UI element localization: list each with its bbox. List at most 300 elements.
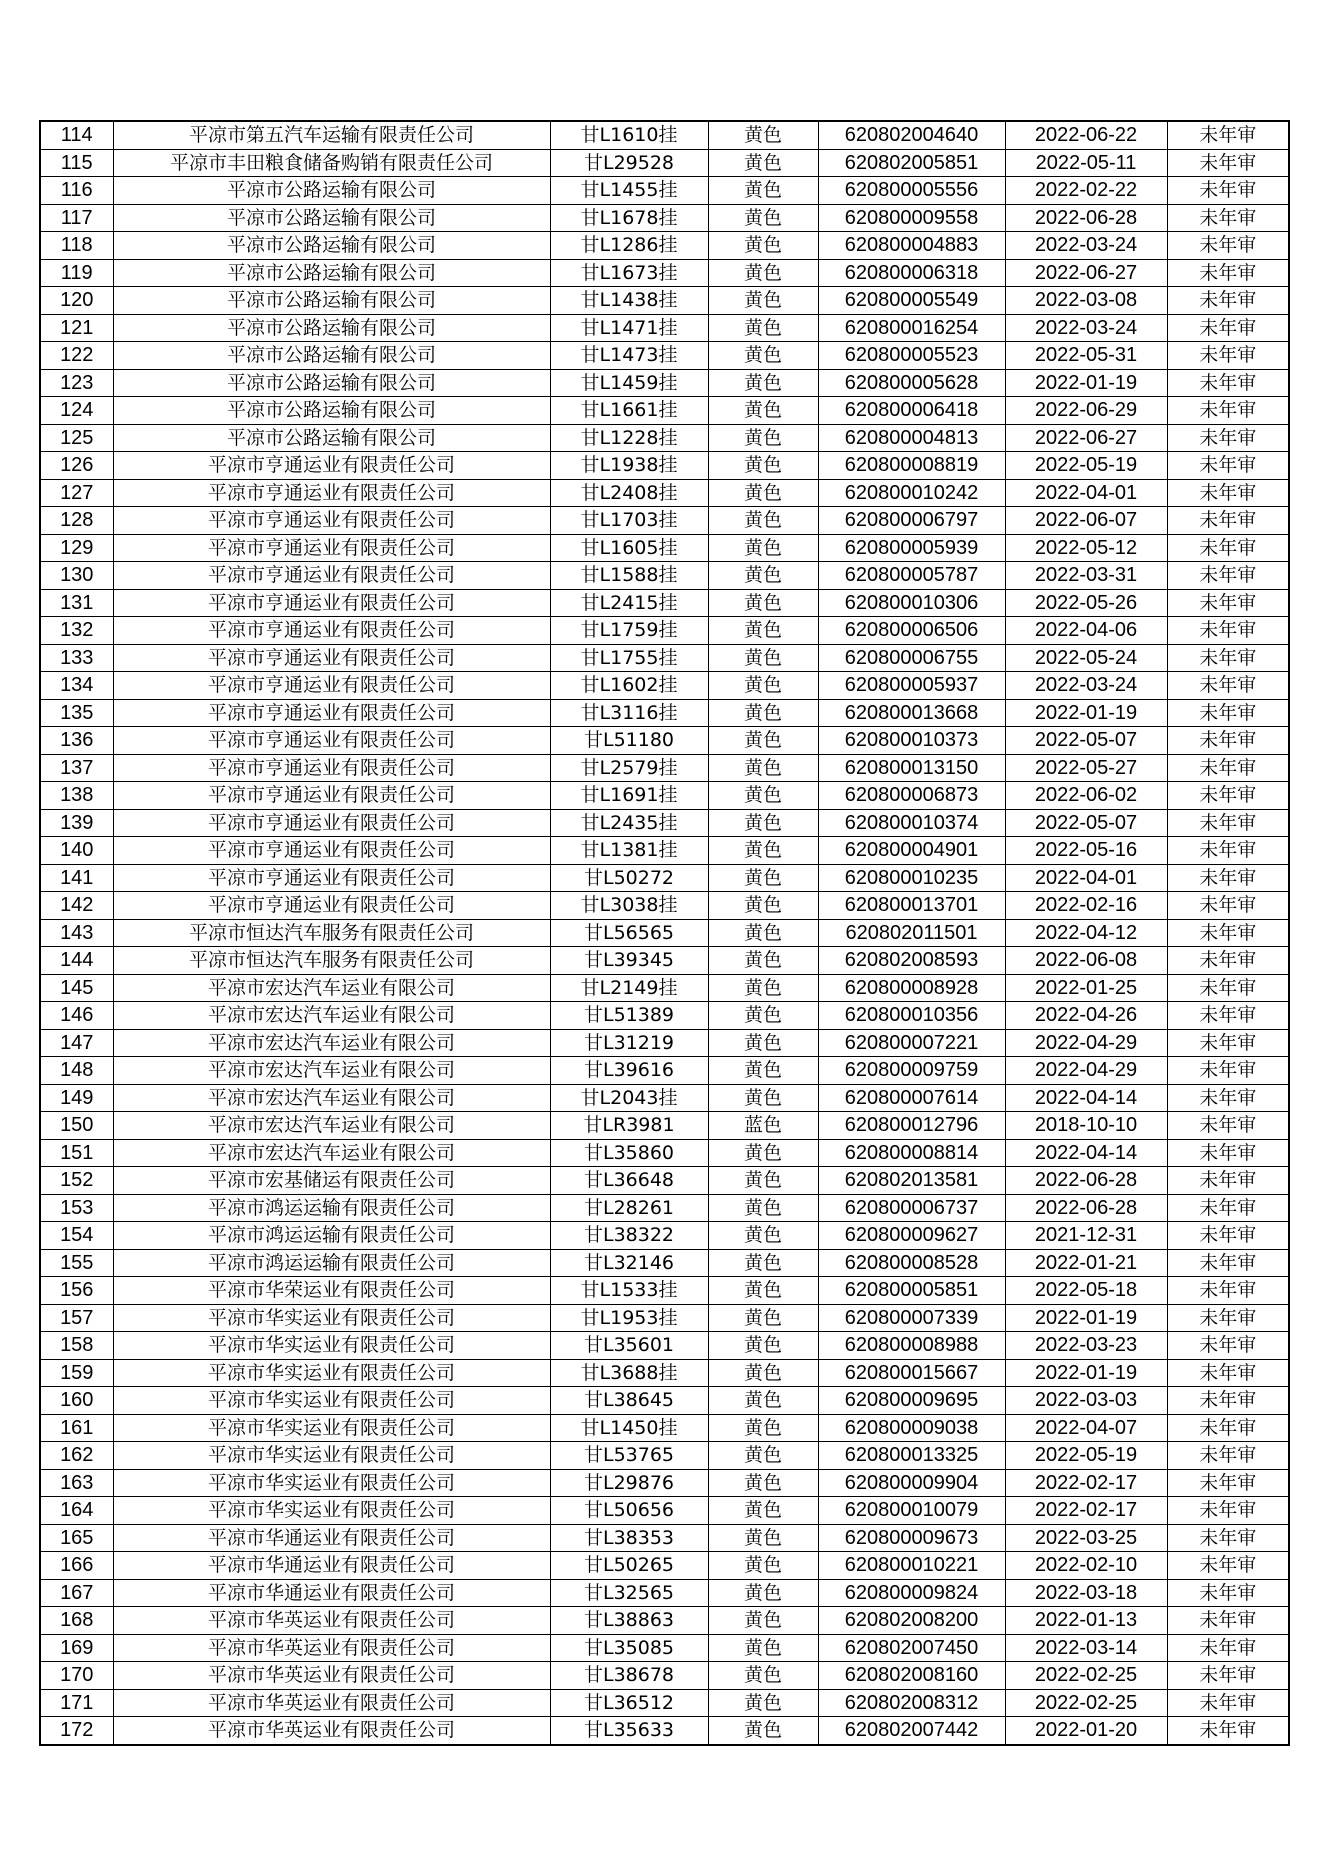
vehicle-id-cell: 620800009904 <box>818 1469 1005 1497</box>
vehicle-id-cell: 620802005851 <box>818 149 1005 177</box>
company-name-cell: 平凉市亨通运业有限责任公司 <box>113 809 550 837</box>
date-cell: 2022-06-22 <box>1005 121 1167 149</box>
table-row <box>40 837 1289 865</box>
plate-color-cell: 黄色 <box>708 149 818 177</box>
date-cell: 2022-06-27 <box>1005 259 1167 287</box>
date-cell: 2022-03-24 <box>1005 314 1167 342</box>
company-name-cell: 平凉市华英运业有限责任公司 <box>113 1689 550 1717</box>
plate-color-cell: 黄色 <box>708 1359 818 1387</box>
vehicle-id-cell: 620800013701 <box>818 892 1005 920</box>
plate-color-cell: 黄色 <box>708 809 818 837</box>
row-index-cell: 142 <box>40 892 113 920</box>
company-name-cell: 平凉市丰田粮食储备购销有限责任公司 <box>113 149 550 177</box>
company-name-cell: 平凉市亨通运业有限责任公司 <box>113 589 550 617</box>
table-row <box>40 782 1289 810</box>
audit-status-cell: 未年审 <box>1167 1112 1289 1140</box>
table-row <box>40 809 1289 837</box>
row-index-cell: 126 <box>40 452 113 480</box>
date-cell: 2022-01-19 <box>1005 369 1167 397</box>
audit-status-cell: 未年审 <box>1167 259 1289 287</box>
plate-number-cell: 甘L1455挂 <box>550 177 708 205</box>
plate-number-cell: 甘L1953挂 <box>550 1304 708 1332</box>
row-index-cell: 130 <box>40 562 113 590</box>
plate-number-cell: 甘L38322 <box>550 1222 708 1250</box>
company-name-cell: 平凉市亨通运业有限责任公司 <box>113 754 550 782</box>
row-index-cell: 136 <box>40 727 113 755</box>
table-row <box>40 1304 1289 1332</box>
plate-number-cell: 甘L35860 <box>550 1139 708 1167</box>
plate-color-cell: 黄色 <box>708 1524 818 1552</box>
table-row <box>40 1607 1289 1635</box>
audit-status-cell: 未年审 <box>1167 1139 1289 1167</box>
date-cell: 2022-03-24 <box>1005 232 1167 260</box>
vehicle-id-cell: 620800004901 <box>818 837 1005 865</box>
plate-number-cell: 甘L1459挂 <box>550 369 708 397</box>
date-cell: 2022-05-11 <box>1005 149 1167 177</box>
date-cell: 2022-04-29 <box>1005 1057 1167 1085</box>
plate-number-cell: 甘L31219 <box>550 1029 708 1057</box>
plate-color-cell: 黄色 <box>708 1387 818 1415</box>
company-name-cell: 平凉市鸿运运输有限责任公司 <box>113 1249 550 1277</box>
plate-color-cell: 黄色 <box>708 1717 818 1745</box>
row-index-cell: 115 <box>40 149 113 177</box>
date-cell: 2022-04-14 <box>1005 1139 1167 1167</box>
audit-status-cell: 未年审 <box>1167 1359 1289 1387</box>
plate-number-cell: 甘L35601 <box>550 1332 708 1360</box>
plate-color-cell: 黄色 <box>708 1332 818 1360</box>
date-cell: 2022-06-28 <box>1005 1194 1167 1222</box>
company-name-cell: 平凉市亨通运业有限责任公司 <box>113 644 550 672</box>
vehicle-id-cell: 620800009038 <box>818 1414 1005 1442</box>
vehicle-id-cell: 620802011501 <box>818 919 1005 947</box>
plate-number-cell: 甘L1381挂 <box>550 837 708 865</box>
company-name-cell: 平凉市亨通运业有限责任公司 <box>113 534 550 562</box>
plate-number-cell: 甘L1755挂 <box>550 644 708 672</box>
vehicle-id-cell: 620800005937 <box>818 672 1005 700</box>
table-row <box>40 479 1289 507</box>
row-index-cell: 146 <box>40 1002 113 1030</box>
date-cell: 2022-03-18 <box>1005 1579 1167 1607</box>
row-index-cell: 127 <box>40 479 113 507</box>
plate-number-cell: 甘L51180 <box>550 727 708 755</box>
row-index-cell: 167 <box>40 1579 113 1607</box>
vehicle-id-cell: 620802008593 <box>818 947 1005 975</box>
audit-status-cell: 未年审 <box>1167 1249 1289 1277</box>
audit-status-cell: 未年审 <box>1167 864 1289 892</box>
table-row <box>40 1222 1289 1250</box>
company-name-cell: 平凉市公路运输有限公司 <box>113 369 550 397</box>
company-name-cell: 平凉市华实运业有限责任公司 <box>113 1359 550 1387</box>
vehicle-id-cell: 620800006755 <box>818 644 1005 672</box>
company-name-cell: 平凉市宏达汽车运业有限公司 <box>113 974 550 1002</box>
table-row <box>40 1112 1289 1140</box>
date-cell: 2022-02-17 <box>1005 1497 1167 1525</box>
plate-color-cell: 黄色 <box>708 1057 818 1085</box>
row-index-cell: 168 <box>40 1607 113 1635</box>
plate-number-cell: 甘L1286挂 <box>550 232 708 260</box>
vehicle-id-cell: 620800010235 <box>818 864 1005 892</box>
company-name-cell: 平凉市亨通运业有限责任公司 <box>113 562 550 590</box>
plate-color-cell: 黄色 <box>708 232 818 260</box>
table-row <box>40 589 1289 617</box>
vehicle-id-cell: 620800009673 <box>818 1524 1005 1552</box>
audit-status-cell: 未年审 <box>1167 507 1289 535</box>
row-index-cell: 116 <box>40 177 113 205</box>
date-cell: 2022-06-02 <box>1005 782 1167 810</box>
company-name-cell: 平凉市公路运输有限公司 <box>113 259 550 287</box>
row-index-cell: 169 <box>40 1634 113 1662</box>
plate-color-cell: 黄色 <box>708 919 818 947</box>
table-row <box>40 424 1289 452</box>
vehicle-id-cell: 620800006873 <box>818 782 1005 810</box>
plate-number-cell: 甘L36512 <box>550 1689 708 1717</box>
date-cell: 2022-05-19 <box>1005 1442 1167 1470</box>
plate-number-cell: 甘L3116挂 <box>550 699 708 727</box>
table-row <box>40 672 1289 700</box>
vehicle-id-cell: 620800013150 <box>818 754 1005 782</box>
date-cell: 2022-02-16 <box>1005 892 1167 920</box>
row-index-cell: 122 <box>40 342 113 370</box>
plate-number-cell: 甘L2435挂 <box>550 809 708 837</box>
date-cell: 2022-03-08 <box>1005 287 1167 315</box>
row-index-cell: 149 <box>40 1084 113 1112</box>
vehicle-id-cell: 620800013668 <box>818 699 1005 727</box>
vehicle-id-cell: 620800009558 <box>818 204 1005 232</box>
row-index-cell: 153 <box>40 1194 113 1222</box>
plate-number-cell: 甘L1691挂 <box>550 782 708 810</box>
plate-number-cell: 甘L1938挂 <box>550 452 708 480</box>
vehicle-id-cell: 620800006737 <box>818 1194 1005 1222</box>
plate-color-cell: 黄色 <box>708 864 818 892</box>
company-name-cell: 平凉市公路运输有限公司 <box>113 204 550 232</box>
plate-number-cell: 甘L2415挂 <box>550 589 708 617</box>
row-index-cell: 163 <box>40 1469 113 1497</box>
plate-number-cell: 甘L50656 <box>550 1497 708 1525</box>
audit-status-cell: 未年审 <box>1167 892 1289 920</box>
plate-number-cell: 甘L32146 <box>550 1249 708 1277</box>
plate-number-cell: 甘L1438挂 <box>550 287 708 315</box>
plate-number-cell: 甘L50265 <box>550 1552 708 1580</box>
table-row <box>40 1689 1289 1717</box>
plate-number-cell: 甘L1602挂 <box>550 672 708 700</box>
vehicle-id-cell: 620800010374 <box>818 809 1005 837</box>
audit-status-cell: 未年审 <box>1167 1084 1289 1112</box>
date-cell: 2022-01-19 <box>1005 1359 1167 1387</box>
plate-color-cell: 黄色 <box>708 1607 818 1635</box>
audit-status-cell: 未年审 <box>1167 1332 1289 1360</box>
row-index-cell: 147 <box>40 1029 113 1057</box>
plate-color-cell: 黄色 <box>708 1249 818 1277</box>
plate-number-cell: 甘L1605挂 <box>550 534 708 562</box>
table-row <box>40 177 1289 205</box>
date-cell: 2022-03-31 <box>1005 562 1167 590</box>
plate-color-cell: 黄色 <box>708 617 818 645</box>
row-index-cell: 141 <box>40 864 113 892</box>
plate-number-cell: 甘L39616 <box>550 1057 708 1085</box>
audit-status-cell: 未年审 <box>1167 1304 1289 1332</box>
plate-number-cell: 甘L1759挂 <box>550 617 708 645</box>
row-index-cell: 138 <box>40 782 113 810</box>
table-row <box>40 121 1289 149</box>
date-cell: 2022-03-24 <box>1005 672 1167 700</box>
company-name-cell: 平凉市华实运业有限责任公司 <box>113 1442 550 1470</box>
table-row <box>40 1717 1289 1745</box>
table-row <box>40 1277 1289 1305</box>
row-index-cell: 143 <box>40 919 113 947</box>
company-name-cell: 平凉市宏达汽车运业有限公司 <box>113 1084 550 1112</box>
row-index-cell: 119 <box>40 259 113 287</box>
vehicle-id-cell: 620802007442 <box>818 1717 1005 1745</box>
company-name-cell: 平凉市公路运输有限公司 <box>113 232 550 260</box>
vehicle-id-cell: 620800009627 <box>818 1222 1005 1250</box>
vehicle-id-cell: 620802007450 <box>818 1634 1005 1662</box>
plate-color-cell: 黄色 <box>708 1084 818 1112</box>
date-cell: 2022-04-29 <box>1005 1029 1167 1057</box>
table-row <box>40 1167 1289 1195</box>
company-name-cell: 平凉市华实运业有限责任公司 <box>113 1387 550 1415</box>
company-name-cell: 平凉市华英运业有限责任公司 <box>113 1717 550 1745</box>
plate-number-cell: 甘L1473挂 <box>550 342 708 370</box>
date-cell: 2022-05-27 <box>1005 754 1167 782</box>
row-index-cell: 137 <box>40 754 113 782</box>
plate-number-cell: 甘L51389 <box>550 1002 708 1030</box>
plate-number-cell: 甘LR3981 <box>550 1112 708 1140</box>
date-cell: 2022-05-18 <box>1005 1277 1167 1305</box>
audit-status-cell: 未年审 <box>1167 452 1289 480</box>
plate-color-cell: 黄色 <box>708 121 818 149</box>
plate-color-cell: 黄色 <box>708 397 818 425</box>
table-row <box>40 562 1289 590</box>
table-row <box>40 507 1289 535</box>
row-index-cell: 129 <box>40 534 113 562</box>
audit-status-cell: 未年审 <box>1167 1552 1289 1580</box>
date-cell: 2022-03-25 <box>1005 1524 1167 1552</box>
company-name-cell: 平凉市华通运业有限责任公司 <box>113 1524 550 1552</box>
table-row <box>40 1002 1289 1030</box>
plate-number-cell: 甘L38678 <box>550 1662 708 1690</box>
vehicle-id-cell: 620800007339 <box>818 1304 1005 1332</box>
plate-color-cell: 黄色 <box>708 424 818 452</box>
vehicle-id-cell: 620800005851 <box>818 1277 1005 1305</box>
plate-color-cell: 黄色 <box>708 562 818 590</box>
plate-color-cell: 黄色 <box>708 1304 818 1332</box>
audit-status-cell: 未年审 <box>1167 534 1289 562</box>
plate-number-cell: 甘L2579挂 <box>550 754 708 782</box>
date-cell: 2022-04-06 <box>1005 617 1167 645</box>
vehicle-id-cell: 620800010306 <box>818 589 1005 617</box>
table-row <box>40 644 1289 672</box>
vehicle-id-cell: 620802013581 <box>818 1167 1005 1195</box>
plate-number-cell: 甘L35633 <box>550 1717 708 1745</box>
date-cell: 2022-05-07 <box>1005 809 1167 837</box>
row-index-cell: 134 <box>40 672 113 700</box>
row-index-cell: 171 <box>40 1689 113 1717</box>
plate-color-cell: 黄色 <box>708 452 818 480</box>
date-cell: 2022-06-28 <box>1005 204 1167 232</box>
row-index-cell: 123 <box>40 369 113 397</box>
row-index-cell: 159 <box>40 1359 113 1387</box>
row-index-cell: 124 <box>40 397 113 425</box>
plate-number-cell: 甘L2149挂 <box>550 974 708 1002</box>
plate-color-cell: 黄色 <box>708 1689 818 1717</box>
plate-number-cell: 甘L1703挂 <box>550 507 708 535</box>
table-row <box>40 232 1289 260</box>
vehicle-id-cell: 620800005549 <box>818 287 1005 315</box>
row-index-cell: 155 <box>40 1249 113 1277</box>
table-row <box>40 974 1289 1002</box>
plate-number-cell: 甘L1450挂 <box>550 1414 708 1442</box>
company-name-cell: 平凉市亨通运业有限责任公司 <box>113 864 550 892</box>
audit-status-cell: 未年审 <box>1167 1469 1289 1497</box>
date-cell: 2022-05-24 <box>1005 644 1167 672</box>
audit-status-cell: 未年审 <box>1167 1167 1289 1195</box>
date-cell: 2022-05-31 <box>1005 342 1167 370</box>
vehicle-id-cell: 620800005523 <box>818 342 1005 370</box>
company-name-cell: 平凉市公路运输有限公司 <box>113 177 550 205</box>
audit-status-cell: 未年审 <box>1167 149 1289 177</box>
vehicle-id-cell: 620802008200 <box>818 1607 1005 1635</box>
table-row <box>40 1414 1289 1442</box>
audit-status-cell: 未年审 <box>1167 1717 1289 1745</box>
company-name-cell: 平凉市宏达汽车运业有限公司 <box>113 1057 550 1085</box>
date-cell: 2022-05-26 <box>1005 589 1167 617</box>
company-name-cell: 平凉市公路运输有限公司 <box>113 314 550 342</box>
plate-color-cell: 黄色 <box>708 204 818 232</box>
table-row <box>40 919 1289 947</box>
row-index-cell: 164 <box>40 1497 113 1525</box>
row-index-cell: 114 <box>40 121 113 149</box>
company-name-cell: 平凉市宏达汽车运业有限公司 <box>113 1139 550 1167</box>
table-row <box>40 1057 1289 1085</box>
company-name-cell: 平凉市宏达汽车运业有限公司 <box>113 1112 550 1140</box>
audit-status-cell: 未年审 <box>1167 1057 1289 1085</box>
row-index-cell: 117 <box>40 204 113 232</box>
plate-color-cell: 黄色 <box>708 1469 818 1497</box>
vehicle-id-cell: 620800004813 <box>818 424 1005 452</box>
row-index-cell: 158 <box>40 1332 113 1360</box>
plate-color-cell: 黄色 <box>708 699 818 727</box>
audit-status-cell: 未年审 <box>1167 837 1289 865</box>
table-row <box>40 947 1289 975</box>
row-index-cell: 132 <box>40 617 113 645</box>
audit-status-cell: 未年审 <box>1167 1607 1289 1635</box>
plate-color-cell: 黄色 <box>708 1497 818 1525</box>
plate-number-cell: 甘L53765 <box>550 1442 708 1470</box>
vehicle-id-cell: 620800010356 <box>818 1002 1005 1030</box>
table-row <box>40 617 1289 645</box>
table-row <box>40 1662 1289 1690</box>
table-row <box>40 397 1289 425</box>
vehicle-id-cell: 620800006418 <box>818 397 1005 425</box>
company-name-cell: 平凉市亨通运业有限责任公司 <box>113 727 550 755</box>
table-row <box>40 1139 1289 1167</box>
row-index-cell: 118 <box>40 232 113 260</box>
table-row <box>40 534 1289 562</box>
company-name-cell: 平凉市亨通运业有限责任公司 <box>113 837 550 865</box>
vehicle-id-cell: 620800006506 <box>818 617 1005 645</box>
date-cell: 2022-05-19 <box>1005 452 1167 480</box>
plate-color-cell: 黄色 <box>708 287 818 315</box>
plate-color-cell: 黄色 <box>708 1662 818 1690</box>
table-row <box>40 1029 1289 1057</box>
plate-number-cell: 甘L50272 <box>550 864 708 892</box>
row-index-cell: 156 <box>40 1277 113 1305</box>
row-index-cell: 125 <box>40 424 113 452</box>
vehicle-id-cell: 620800004883 <box>818 232 1005 260</box>
table-row <box>40 1524 1289 1552</box>
date-cell: 2022-01-20 <box>1005 1717 1167 1745</box>
table-row <box>40 864 1289 892</box>
table-row <box>40 259 1289 287</box>
company-name-cell: 平凉市华实运业有限责任公司 <box>113 1332 550 1360</box>
row-index-cell: 166 <box>40 1552 113 1580</box>
plate-color-cell: 黄色 <box>708 1634 818 1662</box>
plate-number-cell: 甘L1588挂 <box>550 562 708 590</box>
company-name-cell: 平凉市宏达汽车运业有限公司 <box>113 1002 550 1030</box>
date-cell: 2022-04-07 <box>1005 1414 1167 1442</box>
plate-color-cell: 蓝色 <box>708 1112 818 1140</box>
company-name-cell: 平凉市亨通运业有限责任公司 <box>113 479 550 507</box>
audit-status-cell: 未年审 <box>1167 342 1289 370</box>
company-name-cell: 平凉市华实运业有限责任公司 <box>113 1469 550 1497</box>
company-name-cell: 平凉市公路运输有限公司 <box>113 397 550 425</box>
company-name-cell: 平凉市鸿运运输有限责任公司 <box>113 1222 550 1250</box>
audit-status-cell: 未年审 <box>1167 1277 1289 1305</box>
row-index-cell: 172 <box>40 1717 113 1745</box>
plate-number-cell: 甘L3038挂 <box>550 892 708 920</box>
row-index-cell: 128 <box>40 507 113 535</box>
vehicle-id-cell: 620800015667 <box>818 1359 1005 1387</box>
audit-status-cell: 未年审 <box>1167 672 1289 700</box>
plate-color-cell: 黄色 <box>708 1277 818 1305</box>
plate-color-cell: 黄色 <box>708 974 818 1002</box>
row-index-cell: 133 <box>40 644 113 672</box>
table-row <box>40 1442 1289 1470</box>
vehicle-id-cell: 620800008819 <box>818 452 1005 480</box>
company-name-cell: 平凉市华通运业有限责任公司 <box>113 1552 550 1580</box>
vehicle-id-cell: 620802008312 <box>818 1689 1005 1717</box>
row-index-cell: 145 <box>40 974 113 1002</box>
plate-number-cell: 甘L28261 <box>550 1194 708 1222</box>
vehicle-id-cell: 620800008528 <box>818 1249 1005 1277</box>
table-row <box>40 1469 1289 1497</box>
audit-status-cell: 未年审 <box>1167 947 1289 975</box>
plate-number-cell: 甘L1673挂 <box>550 259 708 287</box>
plate-color-cell: 黄色 <box>708 1222 818 1250</box>
date-cell: 2022-02-25 <box>1005 1689 1167 1717</box>
plate-color-cell: 黄色 <box>708 672 818 700</box>
plate-color-cell: 黄色 <box>708 1442 818 1470</box>
plate-color-cell: 黄色 <box>708 479 818 507</box>
company-name-cell: 平凉市公路运输有限公司 <box>113 342 550 370</box>
table-row <box>40 1579 1289 1607</box>
vehicle-id-cell: 620800007614 <box>818 1084 1005 1112</box>
vehicle-id-cell: 620800016254 <box>818 314 1005 342</box>
row-index-cell: 131 <box>40 589 113 617</box>
date-cell: 2022-04-01 <box>1005 479 1167 507</box>
audit-status-cell: 未年审 <box>1167 1579 1289 1607</box>
plate-number-cell: 甘L1228挂 <box>550 424 708 452</box>
date-cell: 2022-03-03 <box>1005 1387 1167 1415</box>
audit-status-cell: 未年审 <box>1167 727 1289 755</box>
plate-number-cell: 甘L56565 <box>550 919 708 947</box>
date-cell: 2022-02-17 <box>1005 1469 1167 1497</box>
table-row <box>40 1497 1289 1525</box>
audit-status-cell: 未年审 <box>1167 782 1289 810</box>
plate-color-cell: 黄色 <box>708 342 818 370</box>
row-index-cell: 144 <box>40 947 113 975</box>
plate-number-cell: 甘L35085 <box>550 1634 708 1662</box>
